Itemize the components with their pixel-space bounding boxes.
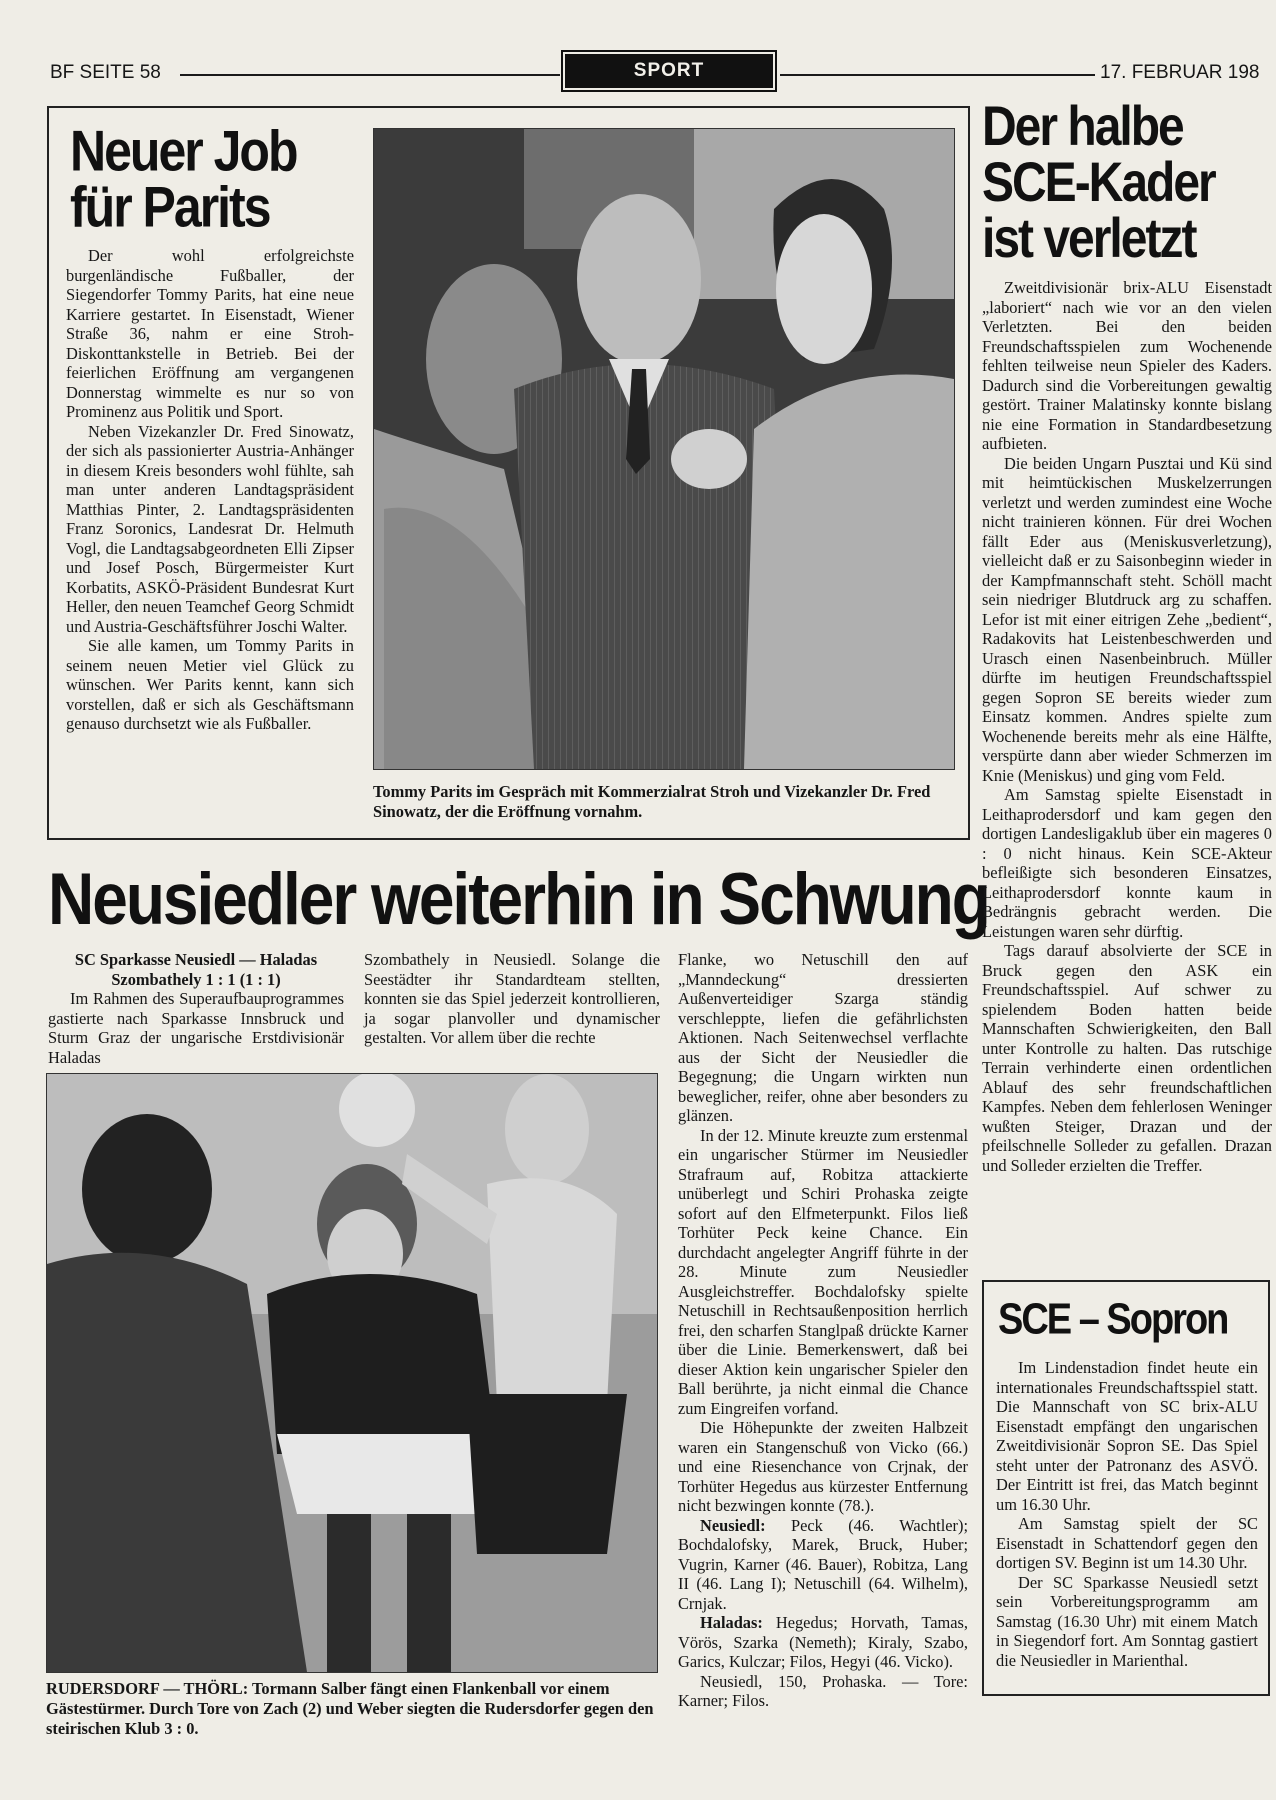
- sce-headline-line2: SCE-Kader: [982, 152, 1215, 214]
- neusiedl-col3: [678, 950, 968, 1711]
- sopron-body: [996, 1358, 1258, 1670]
- section-label: [565, 54, 773, 88]
- lineup-neusiedl-label: Neusiedl:: [700, 1515, 766, 1535]
- section-title: SPORT: [633, 60, 705, 81]
- sce-article: [982, 100, 1276, 1250]
- sce-paragraph: Zweitdivisionär brix-ALU Eisenstadt „laboriert“ nach wie vor an den vielen Verletzten. Bei den beiden Freundschaftsspielen zum Wochenende fehlten teilweise neun Spieler des Kaders. Dadurch sind die Vorbereitungen gewaltig gestört. Trainer Malatinsky konnte bislang nie eine Formation in Standardbesetzung aufbieten.: [982, 278, 1272, 453]
- page-label: BF SEITE 58: [50, 62, 161, 83]
- sce-headline-line1: Der halbe: [982, 100, 1183, 158]
- lineup-neusiedl-players: Peck (46. Wachtler); Bochdalofsky, Marek, Bruck, Huber; Vugrin, Karner (46. Bauer), Robitza, Lang II (46. Lang I); Netuschill (64. Wilhelm), Crnjak.: [678, 1515, 968, 1613]
- lineup-neusiedl: [678, 1516, 968, 1614]
- neusiedl-paragraph: Die Höhepunkte der zweiten Halbzeit waren ein Stangenschuß von Vicko (66.) und eine Riesenchance von Crjnak, der Torhüter Hegedus aus kürzester Entfernung nicht bezwingen konnte (78.).: [678, 1418, 968, 1515]
- neusiedl-paragraph: Flanke, wo Netuschill den auf „Manndeckung“ dressierten Außenverteidiger Szarga ständig verschleppte, liefen die gefährlichsten Aktionen. Nach Seitenwechsel verflachte aus der Sicht der Neusiedler die Begegnung; die Ungarn wirkten nun beweglicher, reifer, ohne aber besonders zu glänzen.: [678, 950, 968, 1125]
- header-rule-right: [780, 74, 1095, 76]
- lineup-haladas: [678, 1613, 968, 1672]
- neusiedl-col2: [364, 950, 660, 1048]
- rudersdorf-photo: [46, 1073, 658, 1673]
- issue-date: 17. FEBRUAR 198: [1100, 62, 1260, 83]
- parits-paragraph: Neben Vizekanzler Dr. Fred Sinowatz, der sich als passionierter Austria-Anhänger in diesem Kreis besonders wohl fühlte, sah man unter anderen Landtagspräsident Matthias Pinter, 2. Landtagspräsidenten Franz Soronics, Landesrat Dr. Helmuth Vogl, die Landtagsabgeordneten Elli Zipser und Josef Posch, Bürgermeister Kurt Korbatits, ASKÖ-Präsident Bundesrat Kurt Heller, den neuen Teamchef Georg Schmidt und Austria-Geschäftsführer Joschi Walter.: [66, 421, 354, 636]
- parits-article-body: [66, 246, 354, 734]
- sce-paragraph: Tags darauf absolvierte der SCE in Bruck gegen den ASK ein Freundschaftsspiel. Auf schwer zu spielendem Boden hatten beide Mannschaften Schwierigkeiten, den Ball unter Kontrolle zu halten. Das rutschige Terrain verhinderte einen ordentlichen Ablauf des sehr freundschaftlichen Kampfes. Neben dem fehlerlosen Weninger wußten Steiger, Drazan und der pfeilschnelle Solleder zu gefallen. Drazan und Solleder erzielten die Treffer.: [982, 941, 1272, 1175]
- parits-headline-line2: für Parits: [70, 174, 270, 239]
- neusiedl-col1: [48, 950, 344, 1067]
- parits-paragraph: Sie alle kamen, um Tommy Parits in seinem neuen Metier viel Glück zu wünschen. Wer Parits kennt, kann sich vorstellen, daß er sich als Geschäftsmann genauso durchsetzt wie als Fußballer.: [66, 636, 354, 733]
- rudersdorf-photo-caption: RUDERSDORF — THÖRL: Tormann Salber fängt einen Flankenball vor einem Gästestürmer. Durch Tore von Zach (2) und Weber siegten die Rudersdorfer gegen den steirischen Klub 3 : 0.: [46, 1679, 654, 1738]
- sce-headline-line3: ist verletzt: [982, 208, 1196, 270]
- lineup-haladas-label: Haladas:: [700, 1613, 763, 1632]
- sce-paragraph: Am Samstag spielte Eisenstadt in Leithaprodersdorf und kam gegen den dortigen Landesligaklub über ein mageres 0 : 0 nicht hinaus. Kein SCE-Akteur befleißigte sich besonderen Einsatzes, Leithaprodersdorf konnte kaum in Bedrängnis gebracht werden. Die Leistungen waren sehr dürftig.: [982, 785, 1272, 941]
- sce-paragraph: Die beiden Ungarn Pusztai und Kü sind mit heimtückischen Muskelzerrungen verletzt und werden zumindest eine Woche nicht trainieren können. Für drei Wochen fällt Eder aus (Meniskusverletzung), vielleicht daß er zu Saisonbeginn wieder in der Kampfmannschaft steht. Schöll macht sein niedriger Blutdruck arg zu schaffen. Lefor ist mit einer eitrigen Zehe „bedient“, Radakovits hat Leistenbeschwerden und Urasch einen Nasenbeinbruch. Müller dürfte im heutigen Freundschaftsspiel gegen Sopron SE bereits wieder zum Einsatz kommen. Andres spielte zum Wochenende bereits mehr als eine Hälfte, verspürte dann aber wieder Schmerzen im Knie (Meniskus) und ging vom Feld.: [982, 453, 1272, 785]
- sopron-paragraph: Der SC Sparkasse Neusiedl setzt sein Vorbereitungsprogramm am Samstag (16.30 Uhr) mit einem Match in Siegendorf fort. Am Sonntag gastiert die Neusiedler in Marienthal.: [996, 1572, 1258, 1670]
- sopron-paragraph: Im Lindenstadion findet heute ein internationales Freundschaftsspiel statt. Die Mannschaft von SC brix-ALU Eisenstadt empfängt den ungarischen Zweitdivisionär Sopron SE. Das Spiel steht unter der Patronanz des ASVÖ. Der Eintritt ist frei, das Match beginnt um 16.30 Uhr.: [996, 1358, 1258, 1514]
- match-stats: Neusiedl, 150, Prohaska. — Tore: Karner; Filos.: [678, 1671, 968, 1710]
- sopron-headline: SCE – Sopron: [998, 1295, 1228, 1344]
- parits-paragraph: Der wohl erfolgreichste burgenländische Fußballer, der Siegendorfer Tommy Parits, hat eine neue Karriere gestartet. In Eisenstadt, Wiener Straße 36, nahm er eine Stroh-Diskonttankstelle in Betrieb. Bei der feierlichen Eröffnung am vergangenen Donnerstag wimmelte es nur so von Prominenz aus Politik und Sport.: [66, 246, 354, 421]
- neusiedl-headline: Neusiedler weiterhin in Schwung: [48, 857, 989, 941]
- neusiedl-subhead: SC Sparkasse Neusiedl — Haladas Szombathely 1 : 1 (1 : 1): [74, 950, 318, 989]
- neusiedl-paragraph: Szombathely in Neusiedl. Solange die Seestädter ihr Standardteam stellten, konnten sie das Spiel jederzeit kontrollieren, ja sogar planvoller und dynamischer gestalten. Vor allem über die rechte: [364, 950, 660, 1047]
- parits-photo-caption: Tommy Parits im Gespräch mit Kommerzialrat Stroh und Vizekanzler Dr. Fred Sinowatz, der die Eröffnung vornahm.: [373, 782, 931, 821]
- lineup-haladas-players: Hegedus; Horvath, Tamas, Vörös, Szarka (Nemeth); Kiraly, Szabo, Garics, Kulczar; Filos, Hegyi (46. Vicko).: [678, 1613, 968, 1671]
- neusiedl-paragraph: In der 12. Minute kreuzte zum erstenmal ein ungarischer Stürmer im Neusiedler Strafraum auf, Robitza attackierte unüberlegt und Schiri Prohaska zeigte sofort auf den Elfmeterpunkt. Filos ließ Torhüter Peck keine Chance. Ein durchdacht angelegter Angriff führte in der 28. Minute zum Neusiedler Ausgleichstreffer. Bochdalofsky spielte Netuschill in Rechtsaußenposition herrlich frei, den scharfen Stanglpaß drückte Karner über die Linie. Bemerkenswert, daß bei dieser Aktion kein ungarischer Spieler den Ball berührte, ja nicht einmal die Chance zum Eingreifen vorfand.: [678, 1125, 968, 1418]
- parits-headline-line1: Neuer Job: [70, 118, 297, 183]
- parits-photo: [373, 128, 955, 770]
- sopron-paragraph: Am Samstag spielt der SC Eisenstadt in Schattendorf gegen den dortigen SV. Beginn ist um 14.30 Uhr.: [996, 1514, 1258, 1572]
- header-rule-left: [180, 74, 560, 76]
- neusiedl-paragraph: Im Rahmen des Superaufbauprogrammes gastierte nach Sparkasse Innsbruck und Sturm Graz der ungarische Erstdivisionär Haladas: [48, 989, 344, 1067]
